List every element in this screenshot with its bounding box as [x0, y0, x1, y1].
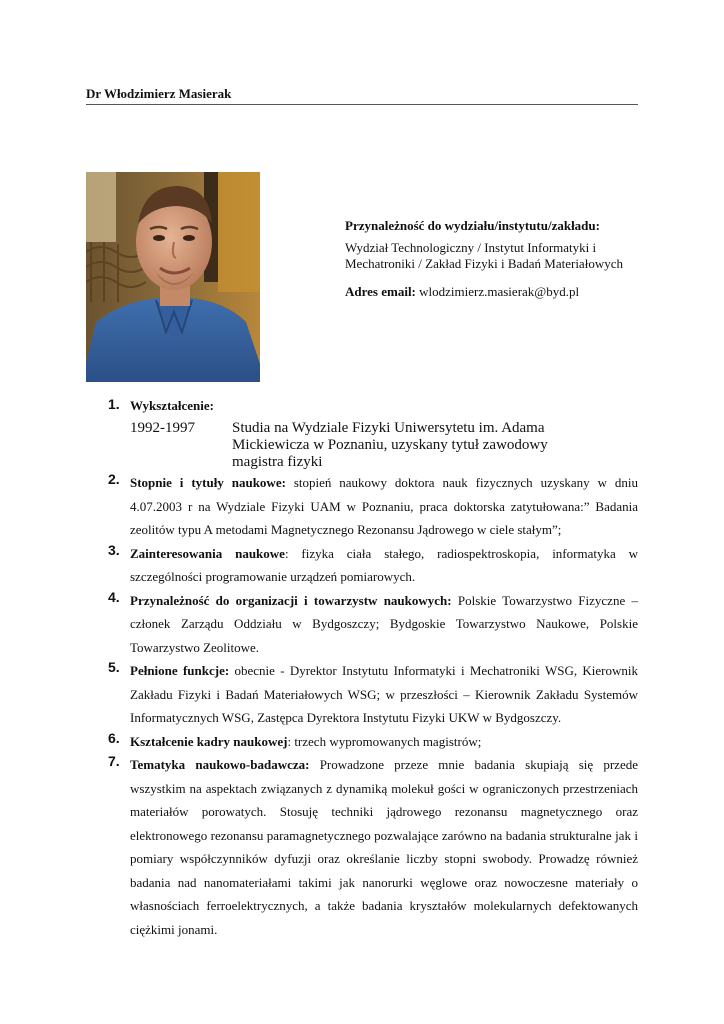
- section-label: Tematyka naukowo-badawcza:: [130, 757, 310, 772]
- section-label: Pełnione funkcje:: [130, 663, 230, 678]
- email-value[interactable]: wlodzimierz.masierak@byd.pl: [419, 284, 580, 299]
- section-number: 6.: [108, 729, 120, 746]
- contact-info: [345, 218, 637, 300]
- section-number: 2.: [108, 471, 120, 487]
- education-year: 1992-1997: [130, 420, 195, 436]
- section-organizations: [108, 589, 638, 660]
- section-text: Polskie Towarzystwo Fizyczne – członek Zarządu Oddziału w Bydgoszczy; Bydgoskie Towarzystwo Naukowe, Polskie Towarzystwo Zeolitowe.: [130, 592, 638, 655]
- education-text: Studia na Wydziale Fizyki Uniwersytetu im. Adama Mickiewicza w Poznaniu, uzyskany tytuł zawodowy magistra fizyki: [232, 420, 548, 470]
- section-label: Zainteresowania naukowe: [130, 545, 285, 561]
- section-interests: [108, 542, 638, 589]
- section-functions: [108, 659, 638, 730]
- section-text: : trzech wypromowanych magistrów;: [287, 733, 482, 749]
- section-research: [108, 753, 638, 941]
- affiliation-value: Wydział Technologiczny / Instytut Informatyki i Mechatroniki / Zakład Fizyki i Badań Materiałowych: [345, 240, 623, 271]
- section-number: 1.: [108, 396, 120, 412]
- section-label: Stopnie i tytuły naukowe:: [130, 475, 286, 490]
- section-number: 7.: [108, 753, 120, 769]
- section-number: 3.: [108, 541, 120, 558]
- section-label: Wykształcenie:: [130, 398, 214, 413]
- section-text: obecnie - Dyrektor Instytutu Informatyki i Mechatroniki WSG, Kierownik Zakładu Fizyki i Badań Materiałowych WSG; w przeszłości – Kierownik Zakładu Systemów Informatycznych WSG, Zastępca Dyrektora Instytutu Fizyki UKW w Bydgoszczy.: [130, 663, 638, 725]
- section-text: : fizyka ciała stałego, radiospektroskopia, informatyka w szczególności programowanie urządzeń pomiarowych.: [130, 545, 638, 584]
- email-label: Adres email:: [345, 284, 416, 299]
- section-label: Przynależność do organizacji i towarzystw naukowych:: [130, 592, 452, 608]
- section-degrees: [108, 471, 638, 542]
- page-header-name: Dr Włodzimierz Masierak: [86, 86, 638, 105]
- section-number: 4.: [108, 588, 120, 605]
- cv-sections: [108, 396, 638, 941]
- section-text: Prowadzone przeze mnie badania skupiają się przede wszystkim na aspektach związanych z dynamiką molekuł gości w ograniczonych przestrzeniach materiałów porowatych. Stosuję techniki jądrowego rezonansu magnetycznego oraz elektronowego rezonansu paramagnetycznego pozwalające zarówno na badania strukturalne jak i pomiary współczynników dyfuzji oraz określanie liczby stopni swobody. Prowadzę również badania nad nanomateriałami takimi jak nanorurki węglowe oraz nowoczesne materiały o własnościach ferroelektrycznych, a także badania kryształów molekularnych defektowanych ciężkimi jonami.: [130, 757, 638, 937]
- section-number: 5.: [108, 659, 120, 675]
- section-education: [108, 396, 638, 471]
- section-label: Kształcenie kadry naukowej: [130, 733, 288, 749]
- portrait-photo-icon: [86, 172, 260, 382]
- education-entry: [130, 420, 638, 471]
- email-line: [345, 284, 637, 300]
- affiliation-label: Przynależność do wydziału/instytutu/zakładu:: [345, 218, 600, 233]
- section-text: stopień naukowy doktora nauk fizycznych uzyskany w dniu 4.07.2003 r na Wydziale Fizyki UAM w Poznaniu, praca doktorska zatytułowana:” Badania zeolitów typu A metodami Magnetycznego Rezonansu Jądrowego w ciele stałym”;: [130, 475, 638, 537]
- section-training: [108, 730, 638, 754]
